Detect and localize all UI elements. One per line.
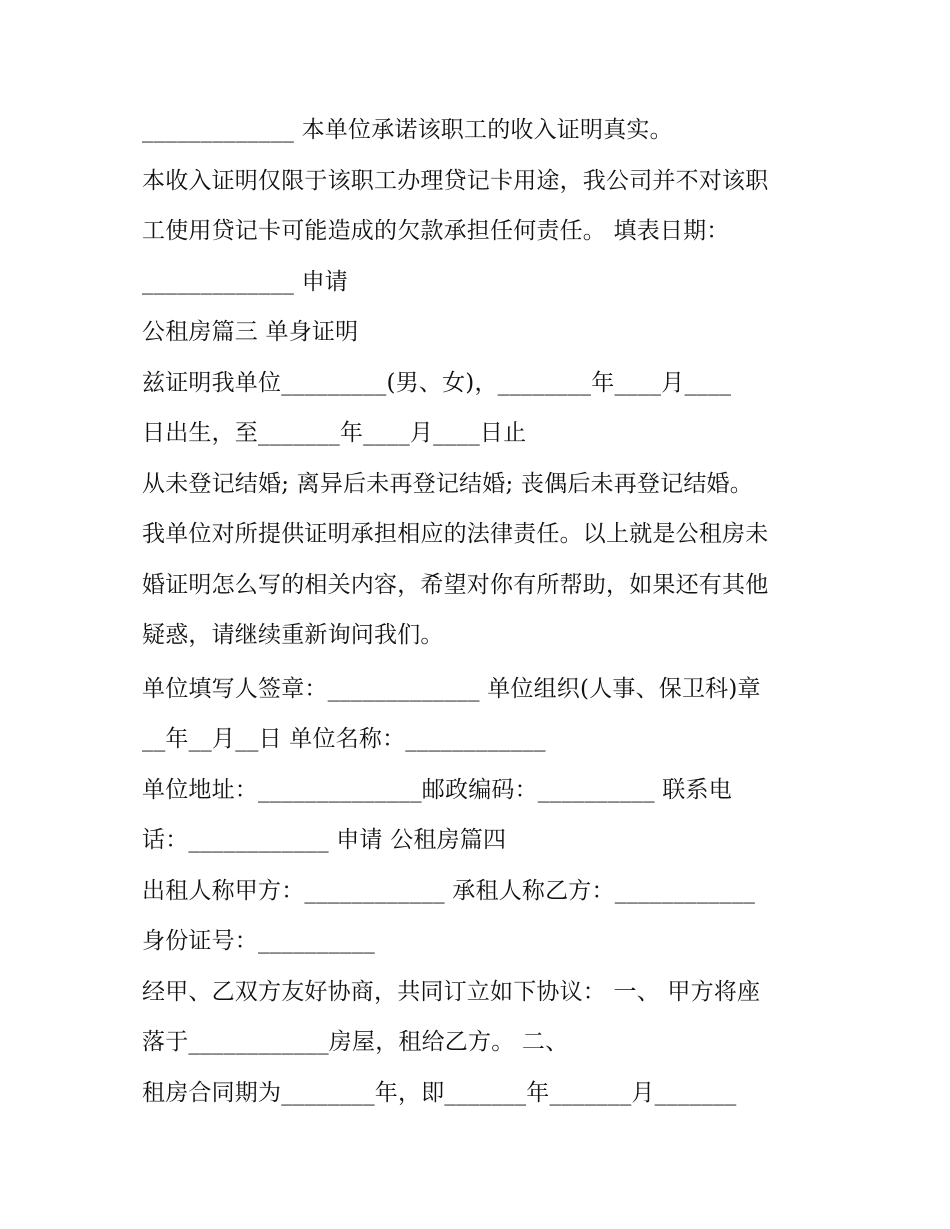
text-line: 经甲、乙双方友好协商，共同订立如下协议： 一、 甲方将座	[142, 979, 761, 1005]
text-line: 落于____________房屋，租给乙方。 二、	[142, 1029, 569, 1055]
text-line: __年__月__日 单位名称：____________	[142, 726, 546, 752]
text-line: 身份证号：__________	[142, 928, 375, 954]
text-line: 工使用贷记卡可能造成的欠款承担任何责任。 填表日期：	[142, 218, 730, 244]
text-line: 话：____________ 申请 公租房篇四	[142, 827, 507, 853]
text-line: 从未登记结婚; 离异后未再登记结婚; 丧偶后未再登记结婚。	[142, 471, 753, 497]
text-line: 兹证明我单位_________(男、女)，________年____月____	[142, 370, 732, 396]
text-line: 本收入证明仅限于该职工办理贷记卡用途，我公司并不对该职	[142, 168, 769, 194]
text-line: 单位地址：______________邮政编码：__________ 联系电	[142, 777, 732, 803]
section-heading: 公租房篇三 单身证明	[142, 319, 359, 345]
text-line: 租房合同期为________年，即_______年_______月_______	[142, 1080, 737, 1106]
text-line: 单位填写人签章：_____________ 单位组织(人事、保卫科)章	[142, 676, 761, 702]
text-line: 我单位对所提供证明承担相应的法律责任。以上就是公租房未	[142, 521, 769, 547]
text-line: _____________ 申请	[142, 269, 349, 295]
text-line: 出租人称甲方：____________ 承租人称乙方：____________	[142, 878, 756, 904]
text-line: 婚证明怎么写的相关内容，希望对你有所帮助，如果还有其他	[142, 572, 769, 598]
text-line: _____________ 本单位承诺该职工的收入证明真实。	[142, 117, 673, 143]
text-line: 疑惑，请继续重新询问我们。	[142, 622, 444, 648]
text-line: 日出生，至_______年____月____日止	[142, 420, 527, 446]
